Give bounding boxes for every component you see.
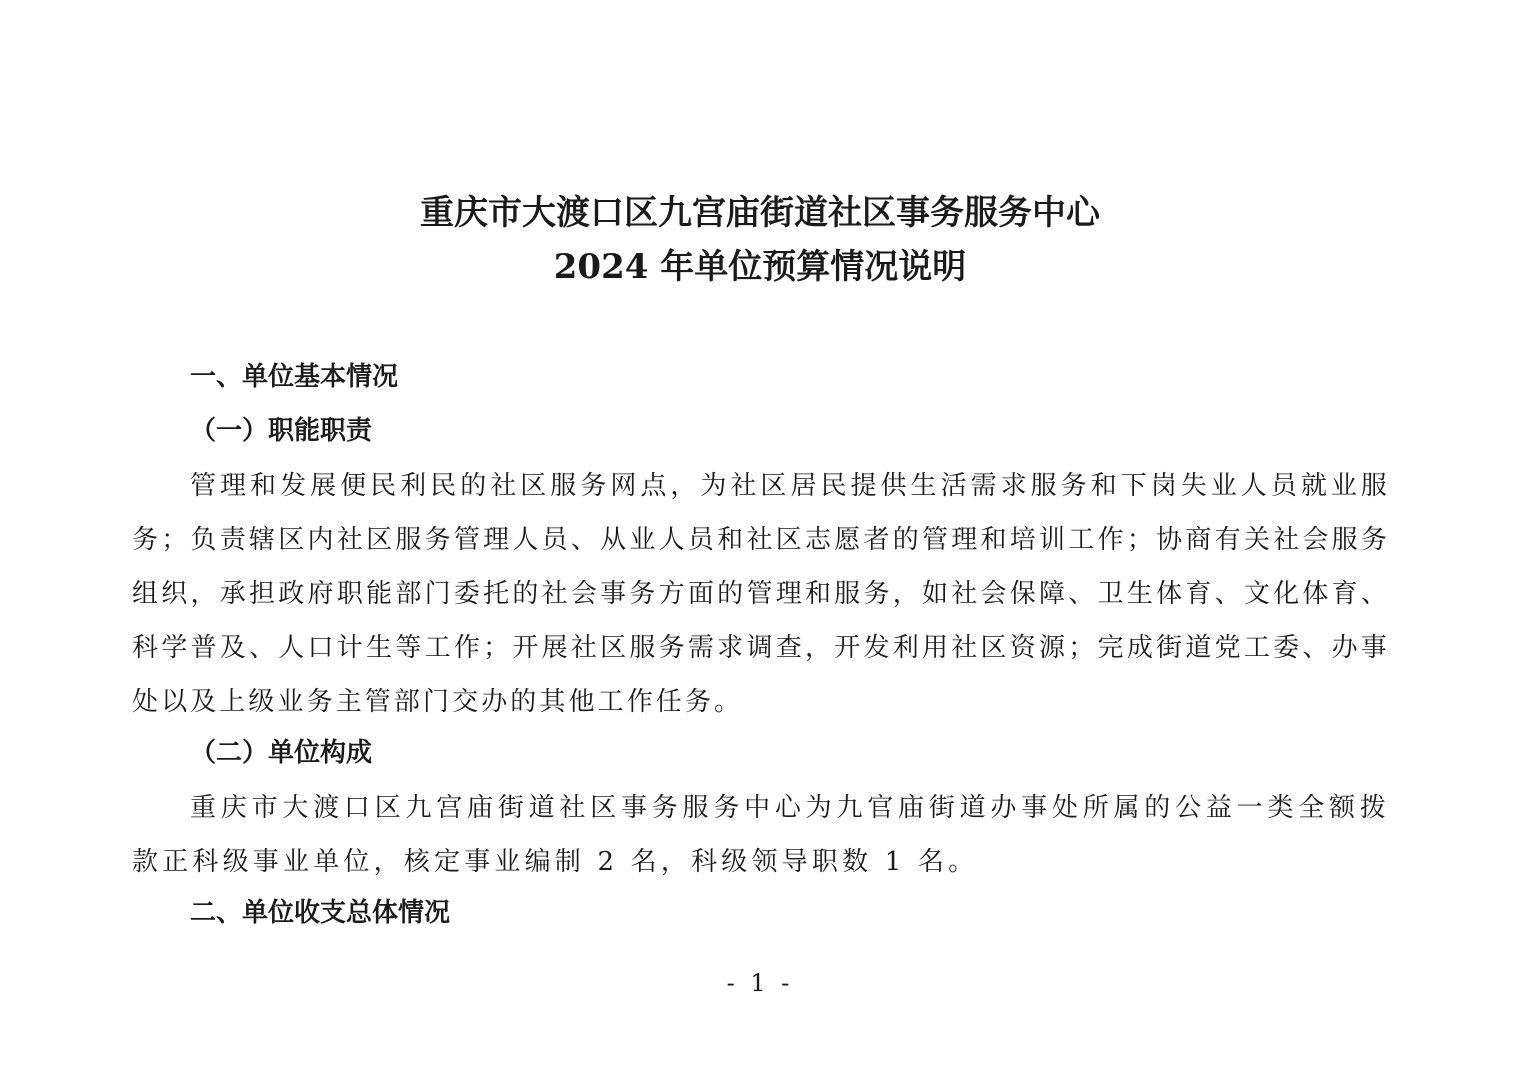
document-title-line1: 重庆市大渡口区九宫庙街道社区事务服务中心 (420, 193, 1100, 233)
page-number: - 1 - (726, 969, 794, 997)
section-heading-budget-overview: 二、单位收支总体情况 (190, 898, 451, 928)
document-title-line2: 2024 年单位预算情况说明 (553, 247, 967, 287)
subsection-heading-duties: （一）职能职责 (190, 416, 373, 446)
paragraph-duties: 管理和发展便民利民的社区服务网点，为社区居民提供生活需求服务和下岗失业人员就业服务；负责辖区内社区服务管理人员、从业人员和社区志愿者的管理和培训工作；协商有关社会服务组织，承担政府职能部门委托的社会事务方面的管理和服务，如社会保障、卫生体育、文化体育、科学普及、人口计生等工作；开展社区服务需求调查，开发利用社区资源；完成街道党工委、办事处以及上级业务主管部门交办的其他工作任务。 (132, 471, 1390, 717)
paragraph-composition: 重庆市大渡口区九宫庙街道社区事务服务中心为九官庙街道办事处所属的公益一类全额拨款正科级事业单位，核定事业编制 2 名，科级领导职数 1 名。 (132, 793, 1390, 877)
section-heading-basic-info: 一、单位基本情况 (190, 362, 399, 392)
subsection-heading-composition: （二）单位构成 (190, 738, 373, 768)
